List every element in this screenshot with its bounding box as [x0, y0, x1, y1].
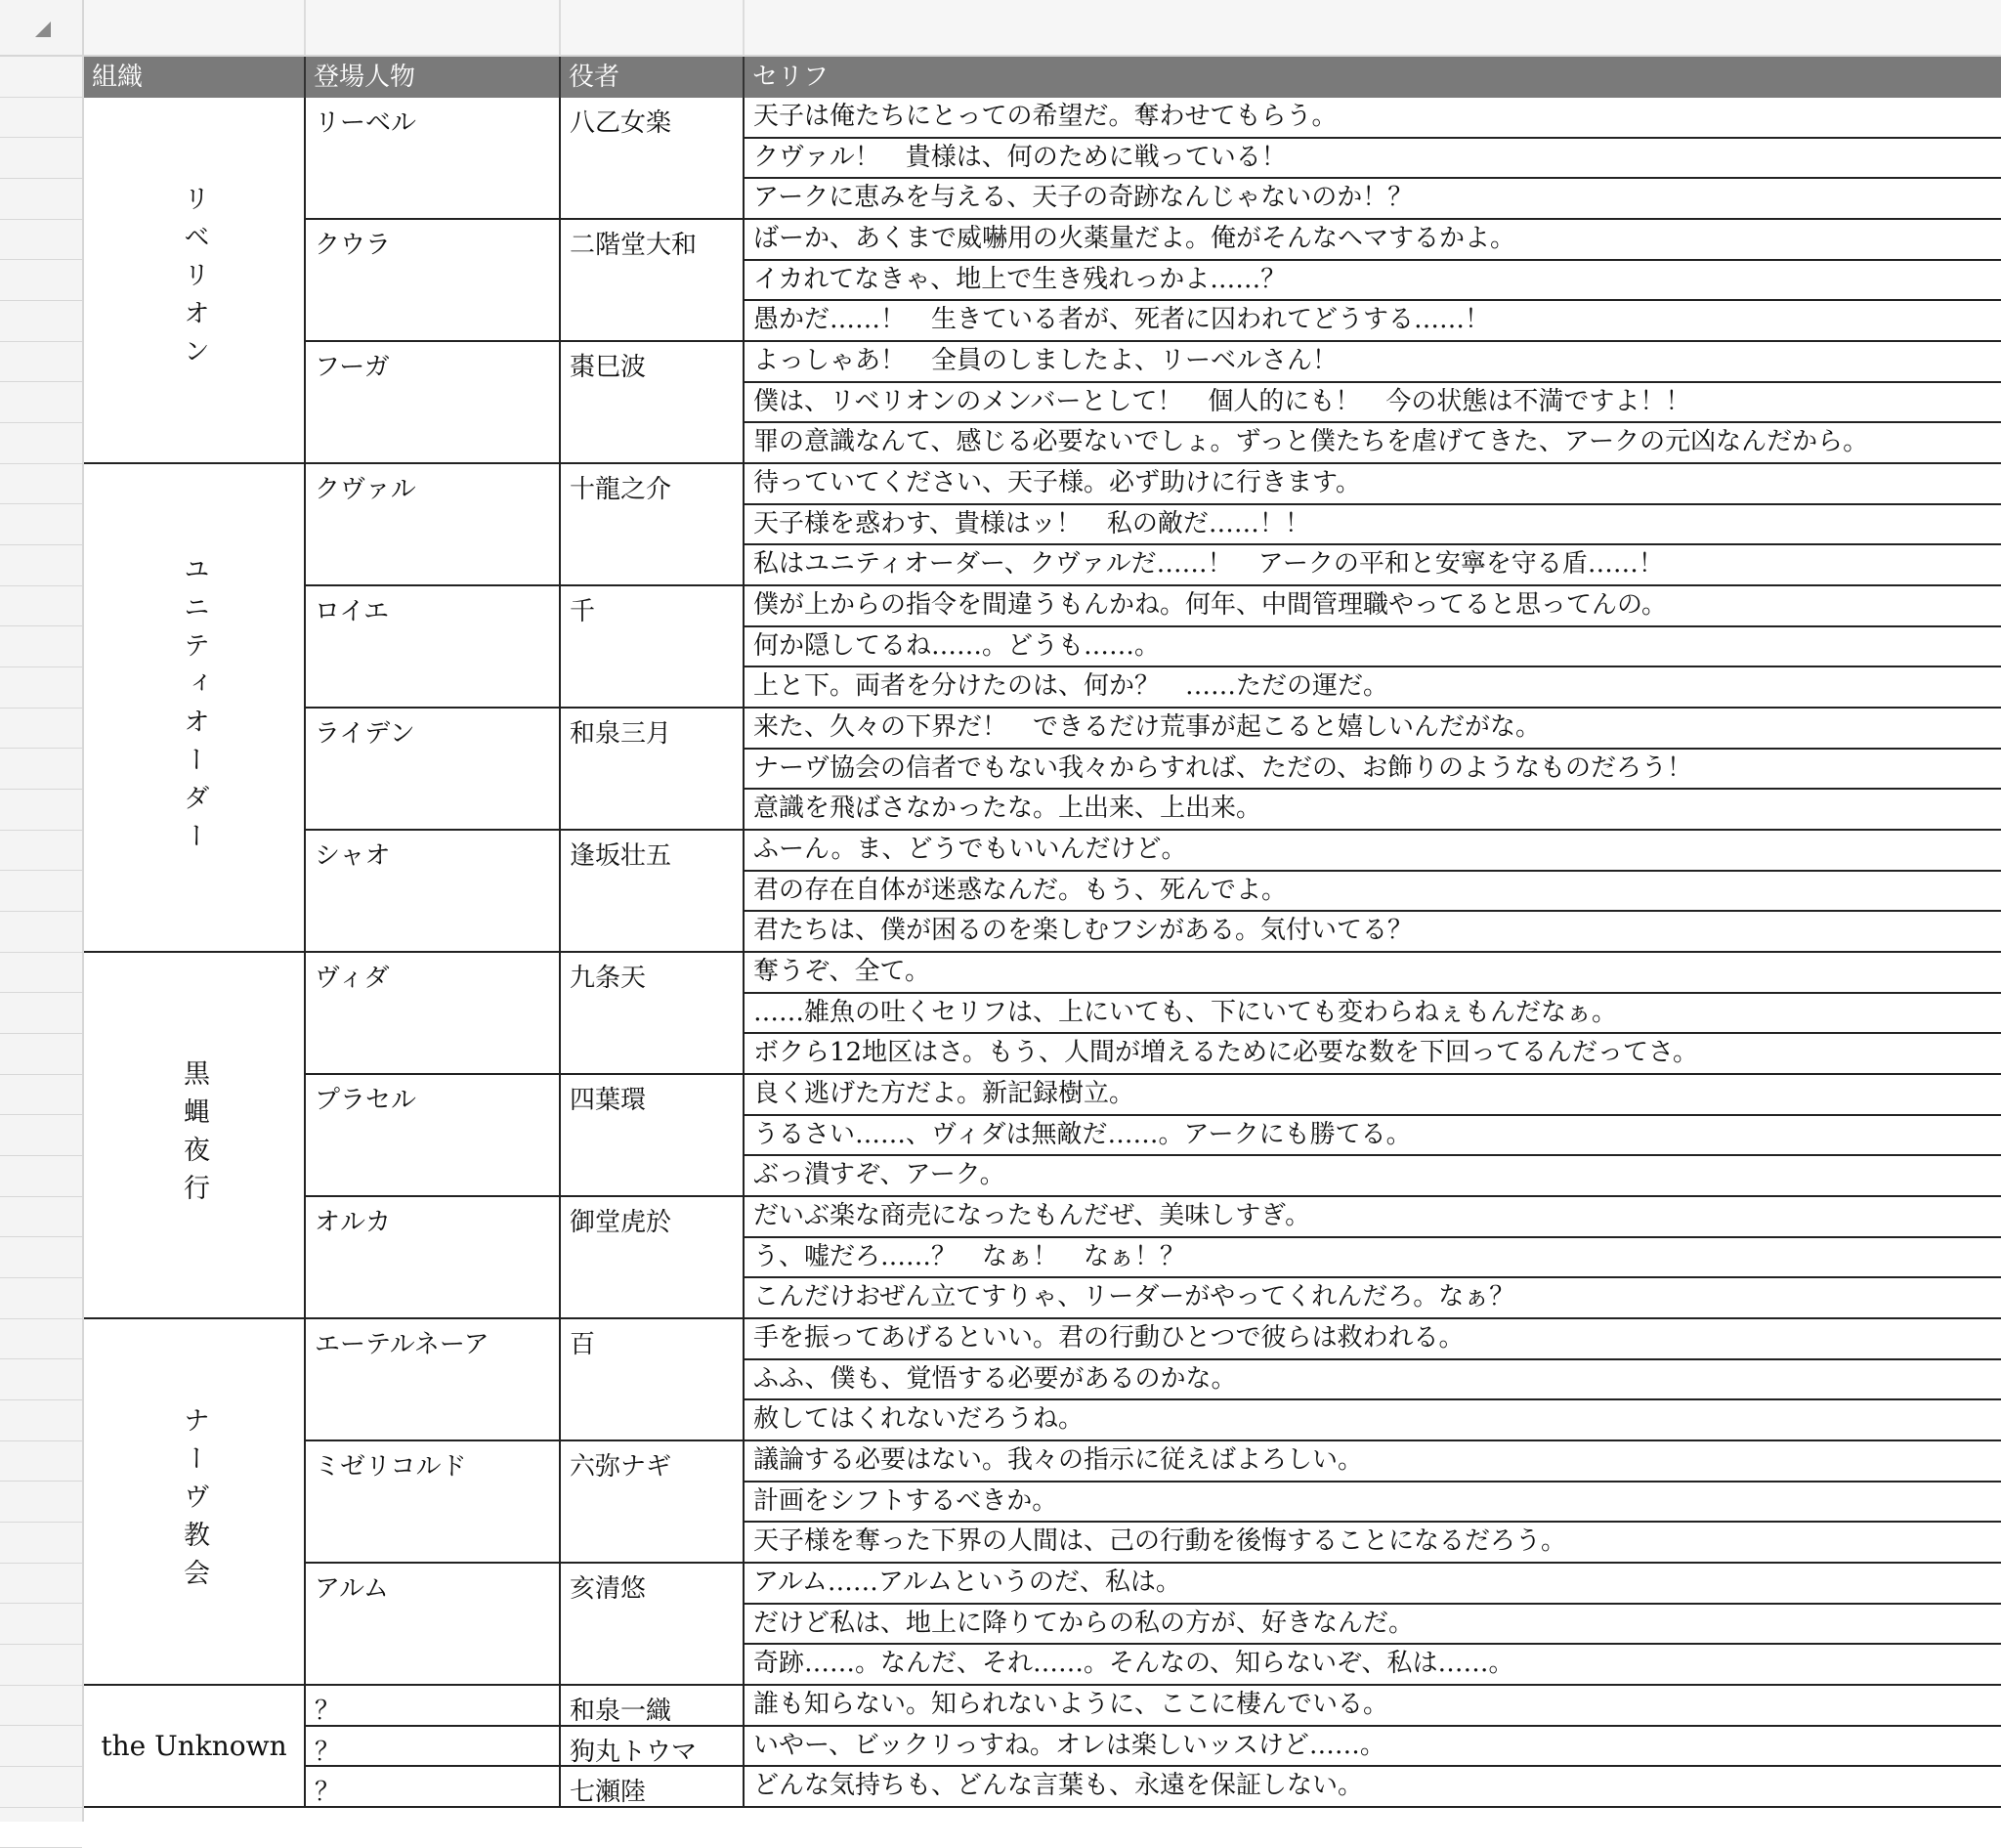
line-cell[interactable]: だいぶ楽な商売になったもんだぜ、美味しすぎ。	[745, 1197, 2001, 1238]
org-cell[interactable]	[84, 98, 306, 464]
header-actor[interactable]: 役者	[561, 57, 745, 98]
character-cell[interactable]: プラセル	[306, 1075, 561, 1197]
actor-cell[interactable]: 二階堂大和	[561, 220, 745, 342]
actor-cell[interactable]: 狗丸トウマ	[561, 1727, 745, 1768]
column-header-strip	[84, 0, 2001, 57]
row-header[interactable]	[0, 586, 82, 627]
actor-cell[interactable]: 九条天	[561, 953, 745, 1075]
row-header[interactable]	[0, 1115, 82, 1156]
line-cell[interactable]: 誰も知らない。知られないように、ここに棲んでいる。	[745, 1686, 2001, 1727]
header-character[interactable]: 登場人物	[306, 57, 561, 98]
row-header[interactable]	[0, 1441, 82, 1483]
header-org[interactable]: 組織	[84, 57, 306, 98]
line-cell[interactable]: ふふ、僕も、覚悟する必要があるのかな。	[745, 1360, 2001, 1401]
row-header[interactable]	[0, 790, 82, 831]
row-header[interactable]	[0, 993, 82, 1034]
line-cell[interactable]: 手を振ってあげるといい。君の行動ひとつで彼らは救われる。	[745, 1319, 2001, 1360]
character-cell[interactable]: ヴィダ	[306, 953, 561, 1075]
row-header[interactable]	[0, 1564, 82, 1605]
row-header[interactable]	[0, 626, 82, 667]
org-cell[interactable]	[84, 1686, 306, 1808]
row-header[interactable]	[0, 342, 82, 383]
line-cell[interactable]: 天子様を惑わす、貴様はッ！ 私の敵だ……！！	[745, 505, 2001, 546]
line-cell[interactable]: う、嘘だろ……？ なぁ！ なぁ！？	[745, 1238, 2001, 1279]
character-cell[interactable]: フーガ	[306, 342, 561, 464]
row-header[interactable]	[0, 1686, 82, 1727]
line-cell[interactable]: こんだけおぜん立てすりゃ、リーダーがやってくれんだろ。なぁ？	[745, 1278, 2001, 1319]
row-header[interactable]	[0, 912, 82, 953]
row-header[interactable]	[0, 749, 82, 790]
character-cell[interactable]: オルカ	[306, 1197, 561, 1319]
row-header[interactable]	[0, 464, 82, 505]
line-cell[interactable]: 私はユニティオーダー、クヴァルだ……！ アークの平和と安寧を守る盾……！	[745, 545, 2001, 586]
character-cell[interactable]: ？	[306, 1686, 561, 1727]
row-header[interactable]	[0, 301, 82, 342]
row-header[interactable]	[0, 1808, 82, 1848]
line-cell[interactable]: ふーん。ま、どうでもいいんだけど。	[745, 831, 2001, 872]
row-header[interactable]	[0, 1523, 82, 1564]
line-cell[interactable]: 何か隠してるね……。どうも……。	[745, 627, 2001, 668]
row-header[interactable]	[0, 1767, 82, 1808]
actor-cell[interactable]: 棗巳波	[561, 342, 745, 464]
line-cell[interactable]: どんな気持ちも、どんな言葉も、永遠を保証しない。	[745, 1767, 2001, 1808]
org-label: リベリオン	[179, 185, 209, 375]
line-cell[interactable]: 罪の意識なんて、感じる必要ないでしょ。ずっと僕たちを虐げてきた、アークの元凶なんだから。	[745, 423, 2001, 464]
line-cell[interactable]: 愚かだ……！ 生きている者が、死者に囚われてどうする……！	[745, 301, 2001, 342]
line-cell[interactable]: 良く逃げた方だよ。新記録樹立。	[745, 1075, 2001, 1116]
line-cell[interactable]: ……雑魚の吐くセリフは、上にいても、下にいても変わらねぇもんだなぁ。	[745, 994, 2001, 1035]
row-header[interactable]	[0, 1034, 82, 1075]
column-header-d[interactable]	[745, 0, 2001, 55]
actor-cell[interactable]: 逢坂壮五	[561, 831, 745, 953]
character-cell[interactable]: エーテルネーア	[306, 1319, 561, 1441]
column-header-b[interactable]	[306, 0, 561, 55]
row-header[interactable]	[0, 1400, 82, 1441]
line-cell[interactable]: 君の存在自体が迷惑なんだ。もう、死んでよ。	[745, 872, 2001, 913]
character-cell[interactable]: クヴァル	[306, 464, 561, 586]
actor-cell[interactable]: 和泉一織	[561, 1686, 745, 1727]
row-header[interactable]	[0, 709, 82, 750]
row-header[interactable]	[0, 1482, 82, 1523]
row-header[interactable]	[0, 545, 82, 586]
row-header[interactable]	[0, 98, 82, 139]
row-header[interactable]	[0, 1645, 82, 1686]
row-header[interactable]	[0, 1726, 82, 1767]
row-header[interactable]	[0, 220, 82, 261]
line-cell[interactable]: 天子は俺たちにとっての希望だ。奪わせてもらう。	[745, 98, 2001, 139]
org-cell[interactable]	[84, 1319, 306, 1686]
column-header-c[interactable]	[561, 0, 745, 55]
character-cell[interactable]: ロイエ	[306, 586, 561, 709]
line-cell[interactable]: アークに恵みを与える、天子の奇跡なんじゃないのか！？	[745, 179, 2001, 220]
line-cell[interactable]: よっしゃあ！ 全員のしましたよ、リーベルさん！	[745, 342, 2001, 383]
line-cell[interactable]: クヴァル！ 貴様は、何のために戦っている！	[745, 139, 2001, 180]
line-cell[interactable]: ばーか、あくまで威嚇用の火薬量だよ。俺がそんなヘマするかよ。	[745, 220, 2001, 261]
actor-cell[interactable]: 八乙女楽	[561, 98, 745, 220]
line-cell[interactable]: 奪うぞ、全て。	[745, 953, 2001, 994]
row-header[interactable]	[0, 1237, 82, 1278]
character-cell[interactable]: リーベル	[306, 98, 561, 220]
actor-cell[interactable]: 亥清悠	[561, 1564, 745, 1686]
line-cell[interactable]: 意識を飛ばさなかったな。上出来、上出来。	[745, 790, 2001, 831]
line-cell[interactable]: 僕は、リベリオンのメンバーとして！ 個人的にも！ 今の状態は不満ですよ！！	[745, 383, 2001, 424]
org-cell[interactable]	[84, 464, 306, 953]
line-cell[interactable]: だけど私は、地上に降りてからの私の方が、好きなんだ。	[745, 1605, 2001, 1646]
line-cell[interactable]: イカれてなきゃ、地上で生き残れっかよ……？	[745, 261, 2001, 302]
column-header-a[interactable]	[84, 0, 306, 55]
actor-cell[interactable]: 六弥ナギ	[561, 1441, 745, 1564]
line-cell[interactable]: うるさい……、ヴィダは無敵だ……。アークにも勝てる。	[745, 1116, 2001, 1157]
actor-cell[interactable]: 七瀬陸	[561, 1767, 745, 1808]
row-header-gutter	[0, 57, 84, 1822]
line-cell[interactable]: 上と下。両者を分けたのは、何か？ ……ただの運だ。	[745, 667, 2001, 709]
row-header[interactable]	[0, 260, 82, 301]
line-cell[interactable]: 待っていてください、天子様。必ず助けに行きます。	[745, 464, 2001, 505]
character-cell[interactable]: ライデン	[306, 709, 561, 831]
org-label: ナーヴ教会	[179, 1406, 209, 1598]
line-cell[interactable]: 計画をシフトするべきか。	[745, 1483, 2001, 1524]
character-cell[interactable]: シャオ	[306, 831, 561, 953]
org-label: 黒蝿夜行	[179, 1058, 209, 1212]
actor-cell[interactable]: 四葉環	[561, 1075, 745, 1197]
character-cell[interactable]: クウラ	[306, 220, 561, 342]
line-cell[interactable]: 天子様を奪った下界の人間は、己の行動を後悔することになるだろう。	[745, 1523, 2001, 1564]
org-cell[interactable]	[84, 953, 306, 1319]
row-header[interactable]	[0, 138, 82, 179]
row-header[interactable]	[0, 871, 82, 912]
actor-cell[interactable]: 百	[561, 1319, 745, 1441]
actor-cell[interactable]: 御堂虎於	[561, 1197, 745, 1319]
line-cell[interactable]: アルム……アルムというのだ、私は。	[745, 1564, 2001, 1605]
select-all-corner[interactable]	[0, 0, 84, 57]
row-header[interactable]	[0, 953, 82, 994]
row-header[interactable]	[0, 179, 82, 220]
org-label: ユニティオーダー	[179, 555, 209, 861]
row-header[interactable]	[0, 423, 82, 464]
line-cell[interactable]: 奇跡……。なんだ、それ……。そんなの、知らないぞ、私は……。	[745, 1645, 2001, 1686]
character-cell[interactable]: ？	[306, 1767, 561, 1808]
row-header[interactable]	[0, 1359, 82, 1400]
row-header[interactable]	[0, 667, 82, 709]
actor-cell[interactable]: 和泉三月	[561, 709, 745, 831]
row-header[interactable]	[0, 1156, 82, 1197]
line-cell[interactable]: 僕が上からの指令を間違うもんかね。何年、中間管理職やってると思ってんの。	[745, 586, 2001, 627]
line-cell[interactable]: 来た、久々の下界だ！ できるだけ荒事が起こると嬉しいんだがな。	[745, 709, 2001, 750]
line-cell[interactable]: 君たちは、僕が困るのを楽しむフシがある。気付いてる？	[745, 912, 2001, 953]
row-header[interactable]	[0, 1319, 82, 1360]
row-header[interactable]	[0, 1278, 82, 1319]
line-cell[interactable]: いやー、ビックリっすね。オレは楽しいッスけど……。	[745, 1727, 2001, 1768]
actor-cell[interactable]: 千	[561, 586, 745, 709]
row-header[interactable]	[0, 831, 82, 872]
row-header[interactable]	[0, 1604, 82, 1645]
character-cell[interactable]: アルム	[306, 1564, 561, 1686]
row-header[interactable]	[0, 1197, 82, 1238]
actor-cell[interactable]: 十龍之介	[561, 464, 745, 586]
line-cell[interactable]: ぶっ潰すぞ、アーク。	[745, 1156, 2001, 1197]
line-cell[interactable]: 赦してはくれないだろうね。	[745, 1400, 2001, 1441]
row-header[interactable]	[0, 57, 82, 98]
org-label: the Unknown	[101, 1730, 287, 1763]
header-lines[interactable]: セリフ	[745, 57, 2001, 98]
line-cell[interactable]: 議論する必要はない。我々の指示に従えばよろしい。	[745, 1441, 2001, 1483]
select-all-icon	[35, 21, 51, 37]
line-cell[interactable]: ナーヴ協会の信者でもない我々からすれば、ただの、お飾りのようなものだろう！	[745, 750, 2001, 791]
character-cell[interactable]: ？	[306, 1727, 561, 1768]
line-cell[interactable]: ボクら12地区はさ。もう、人間が増えるために必要な数を下回ってるんだってさ。	[745, 1034, 2001, 1075]
row-header[interactable]	[0, 504, 82, 545]
character-cell[interactable]: ミゼリコルド	[306, 1441, 561, 1564]
row-header[interactable]	[0, 1075, 82, 1116]
row-header[interactable]	[0, 382, 82, 423]
